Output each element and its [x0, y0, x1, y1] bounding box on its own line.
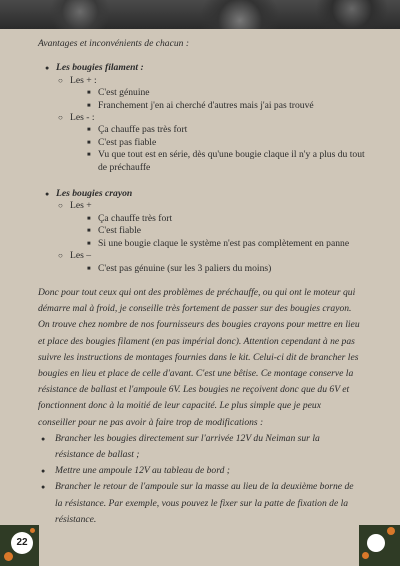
crayon-title: Les bougies crayon — [56, 188, 133, 200]
page-number: 22 — [11, 532, 33, 554]
advice-section — [38, 285, 360, 528]
crayon-pros — [56, 200, 366, 250]
orange-dot-decoration — [4, 552, 13, 561]
filament-title: Les bougies filament : — [56, 62, 144, 74]
crayon-cons — [56, 250, 366, 275]
list-item: ■ Si une bougie claque le système n'est pas complètement en panne — [70, 238, 366, 250]
bulb-types-list — [36, 62, 366, 275]
list-item: ■ C'est fiable — [70, 225, 366, 237]
orange-dot-decoration — [387, 527, 395, 535]
filament-pros — [56, 75, 366, 112]
orange-dot-decoration — [362, 552, 369, 559]
crayon-pros-label: Les + — [70, 200, 92, 212]
crayon-cons-label: Les – — [70, 250, 92, 262]
list-item: ■ C'est génuine — [70, 87, 366, 99]
advice-paragraph: Donc pour tout ceux qui ont des problèmes de préchauffe, ou qui ont le moteur qui démarre mal à froid, je conseille très fortement de passer sur des bougies crayon. On trouve chez nombre de nos fournisseurs des bougies crayons pour mettre en lieu et place des bougies filament (en pas impérial donc). Attention cependant à ne pas suivre les instructions de montages fournies dans le kit. Celui-ci dit de brancher les bougies en lieu et place de celle d'avant. C'est une bêtise. Ce montage conserve la résistance de ballast et l'ampoule 6V. Les bougies ne reçoivent donc que du 6V et fonctionnent donc à la moitié de leur capacité. Le plus simple que je peux conseiller pour ne pas avoir à faire trop de modifications : — [38, 287, 360, 428]
list-item: ■ Ça chauffe très fort — [70, 213, 366, 225]
leather-header-band — [0, 0, 400, 29]
list-item: ● Mettre une ampoule 12V au tableau de bord ; — [38, 463, 360, 479]
list-item: ■ Franchement j'en ai cherché d'autres mais j'ai pas trouvé — [70, 100, 366, 112]
crayon-section — [36, 188, 366, 275]
steps-list — [38, 431, 360, 528]
list-item: ■ C'est pas génuine (sur les 3 paliers du moins) — [70, 263, 366, 275]
filament-pros-label: Les + : — [70, 74, 97, 86]
list-item: ■ Ça chauffe pas très fort — [70, 124, 366, 136]
filament-cons — [56, 112, 366, 174]
list-item: ■ Vu que tout est en série, dès qu'une bougie claque il n'y a plus du tout de préchauffe — [70, 149, 366, 174]
comparison-section — [36, 38, 366, 289]
filament-cons-label: Les - : — [70, 112, 95, 124]
orange-dot-decoration — [30, 528, 35, 533]
intro-line: Avantages et inconvénients de chacun : — [38, 38, 190, 49]
filament-section — [36, 62, 366, 174]
list-item: ● Brancher les bougies directement sur l'arrivée 12V du Neiman sur la résistance de ballast ; — [38, 431, 360, 463]
list-item: ■ C'est pas fiable — [70, 137, 366, 149]
white-dot-decoration — [367, 534, 385, 552]
list-item: ● Brancher le retour de l'ampoule sur la masse au lieu de la deuxième borne de la résistance. Par exemple, vous pouvez le fixer sur la patte de fixation de la résistance. — [38, 479, 360, 528]
